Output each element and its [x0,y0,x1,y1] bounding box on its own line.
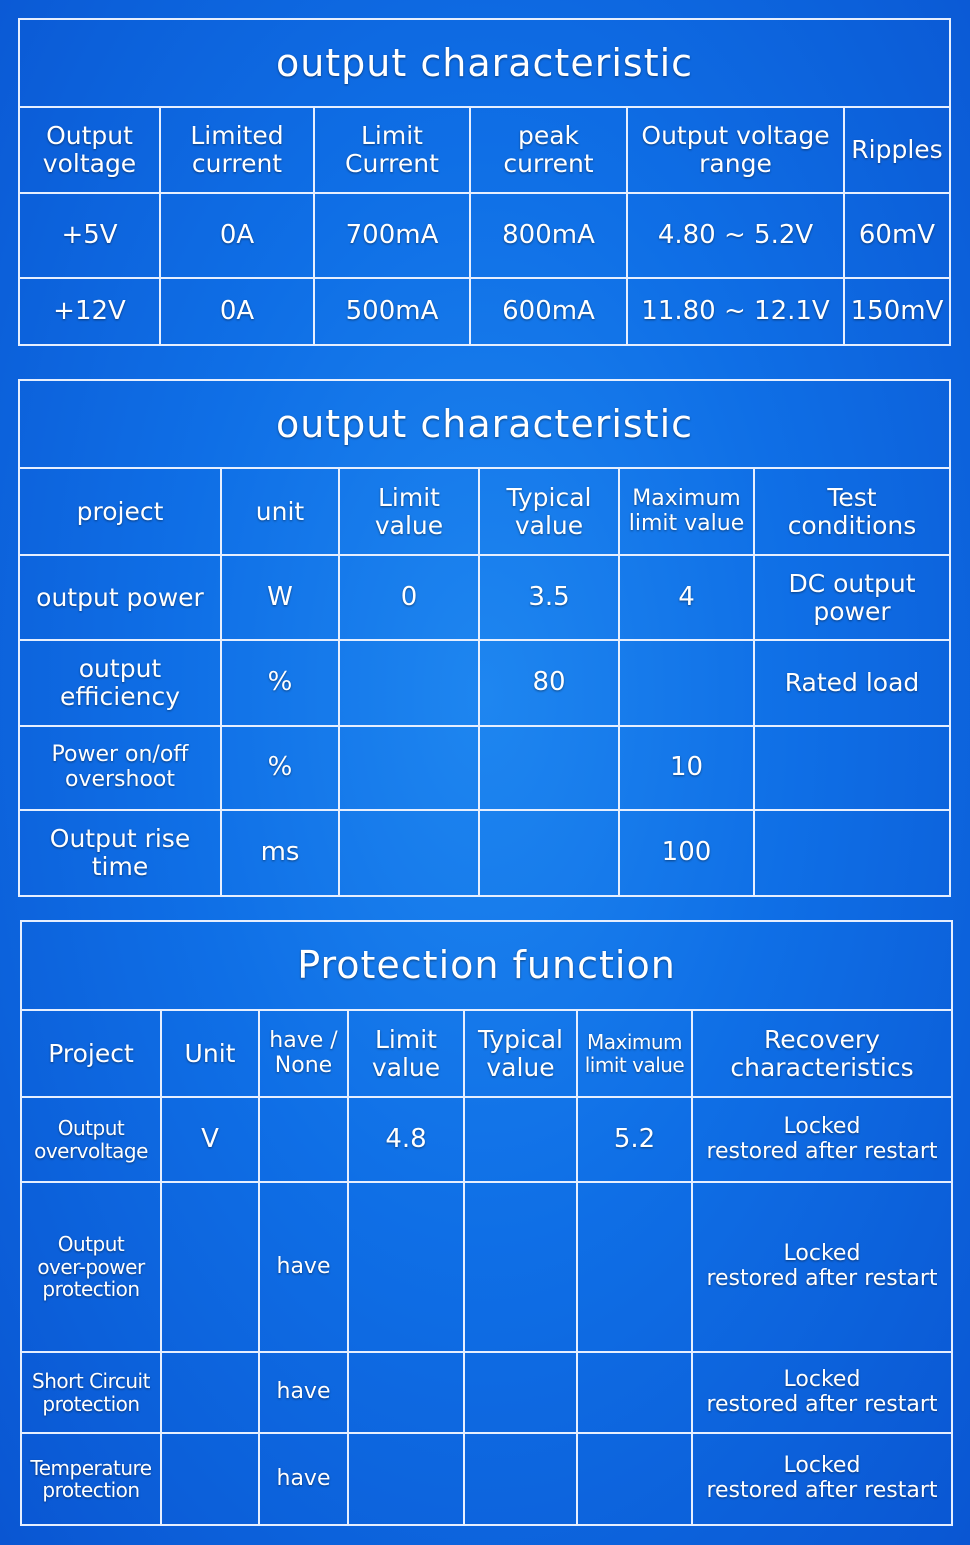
table-cell [619,640,754,726]
table-row [19,193,950,278]
output-characteristic-table-1 [18,18,951,346]
table-cell: Locked restored after restart [692,1097,952,1182]
header-typical-value: Typical value [479,468,619,555]
table-row [21,1352,952,1433]
table-cell [259,1097,348,1182]
table-cell: Locked restored after restart [692,1352,952,1433]
table-cell: 4 [619,555,754,640]
table-row [19,555,950,640]
table-row [19,810,950,896]
table-cell: 150mV [844,278,950,345]
table-cell [348,1433,464,1525]
table-row [21,1097,952,1182]
table-cell: output power [19,555,221,640]
header-typical-value: Typical value [464,1010,577,1097]
table-cell: 4.8 [348,1097,464,1182]
table-cell [464,1433,577,1525]
table-cell: 0 [339,555,479,640]
table-cell: 0A [160,278,314,345]
table-cell: W [221,555,339,640]
header-output-voltage: Output voltage [19,107,160,193]
table-cell: Rated load [754,640,950,726]
table-cell: 4.80 ~ 5.2V [627,193,844,278]
table-cell: ms [221,810,339,896]
table-cell: % [221,640,339,726]
table-cell: +5V [19,193,160,278]
header-unit: Unit [161,1010,259,1097]
table-cell: 5.2 [577,1097,692,1182]
table-cell: Power on/off overshoot [19,726,221,810]
table-cell: 600mA [470,278,627,345]
table-cell [161,1433,259,1525]
table-row [19,278,950,345]
header-project: project [19,468,221,555]
table-cell [339,810,479,896]
table-cell: 3.5 [479,555,619,640]
protection-function-table [20,920,953,1526]
table-cell: have [259,1433,348,1525]
header-test-conditions: Test conditions [754,468,950,555]
output-characteristic-table-2 [18,379,951,897]
table-cell: Output overvoltage [21,1097,161,1182]
table-cell [754,810,950,896]
table-cell [348,1182,464,1352]
table-cell [464,1182,577,1352]
table-row [19,640,950,726]
table-cell: V [161,1097,259,1182]
table-cell: 10 [619,726,754,810]
table-cell: Locked restored after restart [692,1433,952,1525]
table-title: Protection function [21,921,952,1010]
table-cell [339,726,479,810]
table-cell [577,1182,692,1352]
table-cell: output efficiency [19,640,221,726]
table-cell [161,1182,259,1352]
table-cell: 500mA [314,278,470,345]
header-limited-current: Limited current [160,107,314,193]
header-limit-current: Limit Current [314,107,470,193]
table-cell: Output rise time [19,810,221,896]
table-cell [464,1352,577,1433]
header-limit-value: Limit value [348,1010,464,1097]
table-cell: +12V [19,278,160,345]
table-title: output characteristic [19,19,950,107]
header-ripples: Ripples [844,107,950,193]
table-cell: Temperature protection [21,1433,161,1525]
table-cell: 100 [619,810,754,896]
table-cell [348,1352,464,1433]
table-cell: % [221,726,339,810]
table-cell: 60mV [844,193,950,278]
header-have-none: have / None [259,1010,348,1097]
table-row [19,726,950,810]
table-cell [577,1433,692,1525]
header-limit-value: Limit value [339,468,479,555]
table-cell [464,1097,577,1182]
table-cell: Locked restored after restart [692,1182,952,1352]
table-cell: have [259,1182,348,1352]
table-cell: DC output power [754,555,950,640]
table-cell: 0A [160,193,314,278]
table-cell: 800mA [470,193,627,278]
table-row [21,1433,952,1525]
table-cell [479,726,619,810]
table-cell: 80 [479,640,619,726]
header-maximum-limit-value: Maximum limit value [619,468,754,555]
header-project: Project [21,1010,161,1097]
table-cell: 700mA [314,193,470,278]
table-cell [161,1352,259,1433]
table-title: output characteristic [19,380,950,468]
table-cell: Output over-power protection [21,1182,161,1352]
table-cell [577,1352,692,1433]
header-unit: unit [221,468,339,555]
table-cell: 11.80 ~ 12.1V [627,278,844,345]
table-cell [754,726,950,810]
header-peak-current: peak current [470,107,627,193]
table-cell: Short Circuit protection [21,1352,161,1433]
table-cell: have [259,1352,348,1433]
table-cell [479,810,619,896]
header-output-voltage-range: Output voltage range [627,107,844,193]
table-row [21,1182,952,1352]
header-recovery-characteristics: Recovery characteristics [692,1010,952,1097]
table-cell [339,640,479,726]
header-maximum-limit-value: Maximum limit value [577,1010,692,1097]
